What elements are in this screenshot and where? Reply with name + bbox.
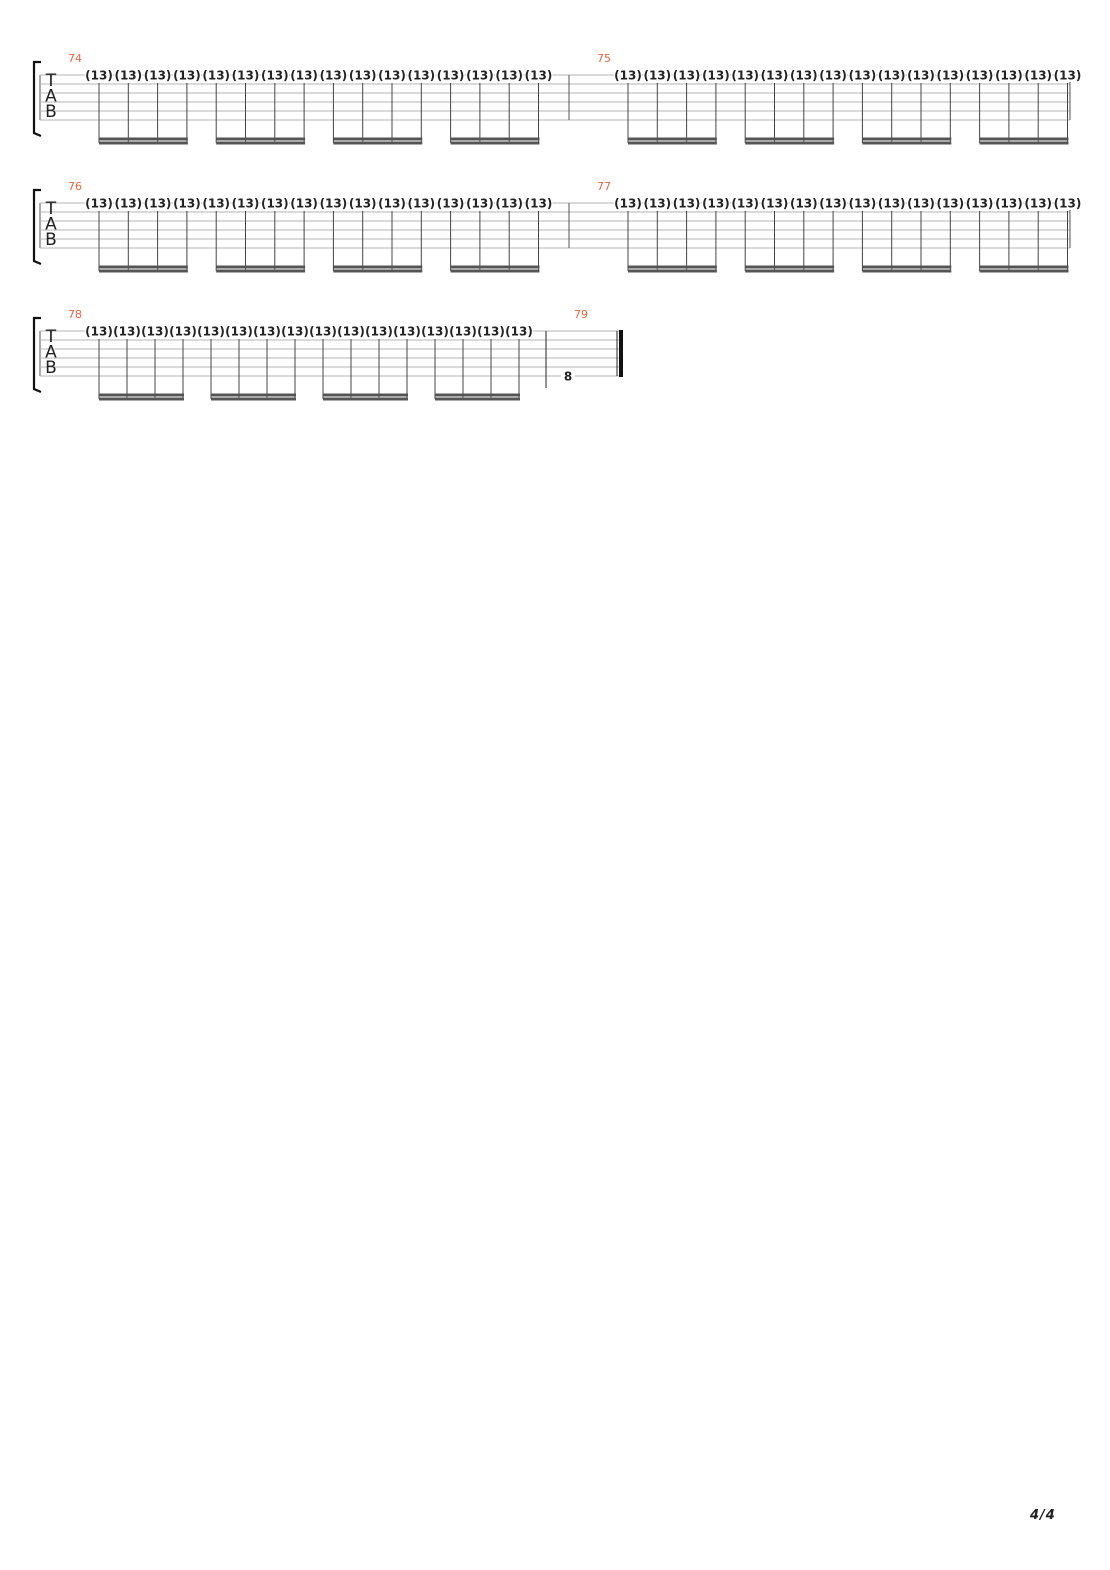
beam-secondary [211,398,296,401]
fret-number: (13) [319,68,348,83]
fret-number: (13) [114,196,143,211]
fret-number: (13) [449,324,477,339]
beam-secondary [628,270,717,273]
fret-number: (13) [965,68,994,83]
beam-primary [980,266,1069,269]
fret-number: (13) [819,196,847,211]
fret-number: (13) [365,324,393,339]
fret-number: (13) [231,68,260,83]
tab-clef-letter: T [45,199,57,219]
fret-number: (13) [113,324,141,339]
beam-secondary [745,142,834,145]
beam-primary [99,394,184,397]
fret-number: (13) [965,196,994,211]
fret-number: (13) [524,196,553,211]
beam-primary [451,266,540,269]
fret-number: (13) [253,324,281,339]
beam-primary [216,266,305,269]
beam-primary [745,138,834,141]
tab-clef-letter: A [45,342,57,363]
fret-number: (13) [393,324,421,339]
fret-number: (13) [173,68,201,83]
fret-number: (13) [141,324,169,339]
fret-number: (13) [614,196,642,211]
fret-number: (13) [197,324,225,339]
beam-primary [628,266,717,269]
beam-primary [980,138,1069,141]
fret-number: (13) [702,196,730,211]
tab-clef-letter: T [45,327,57,347]
bar-number: 74 [68,52,82,65]
fret-number: (13) [848,68,877,83]
fret-number: (13) [421,324,449,339]
beam-secondary [99,142,188,145]
beam-primary [211,394,296,397]
fret-number: (13) [202,68,231,83]
fret-number: (13) [524,68,553,83]
beam-secondary [99,398,184,401]
fret-number: (13) [477,324,505,339]
fret-number: (13) [495,196,524,211]
tab-clef-letter: T [45,71,57,91]
fret-number: (13) [290,68,318,83]
beam-primary [99,138,188,141]
beam-secondary [216,270,305,273]
beam-secondary [216,142,305,145]
beam-primary [451,138,540,141]
fret-number: (13) [936,68,965,83]
fret-number: (13) [143,68,172,83]
bar-number: 78 [68,308,82,321]
fret-number: (13) [731,68,760,83]
fret-number: (13) [936,196,965,211]
beam-primary [628,138,717,141]
tab-clef-letter: B [45,102,57,122]
fret-number: (13) [672,196,701,211]
beam-secondary [628,142,717,145]
fret-number: (13) [1053,196,1082,211]
fret-number: (13) [731,196,760,211]
fret-number: (13) [643,68,672,83]
fret-number: (13) [225,324,253,339]
fret-number: 8 [563,369,573,384]
fret-number: (13) [281,324,309,339]
fret-number: (13) [436,68,465,83]
fret-number: (13) [348,196,377,211]
beam-primary [216,138,305,141]
fret-number: (13) [231,196,260,211]
fret-number: (13) [848,196,877,211]
fret-number: (13) [309,324,337,339]
fret-number: (13) [290,196,318,211]
beam-secondary [435,398,520,401]
beam-secondary [980,270,1069,273]
beam-primary [862,266,951,269]
fret-number: (13) [1024,68,1053,83]
page-number: 4/4 [1030,1508,1056,1523]
bar-number: 79 [574,308,588,321]
fret-number: (13) [495,68,524,83]
fret-number: (13) [202,196,231,211]
beam-primary [745,266,834,269]
fret-number: (13) [114,68,143,83]
fret-number: (13) [260,68,289,83]
fret-number: (13) [85,68,113,83]
fret-number: (13) [643,196,672,211]
fret-number: (13) [1024,196,1053,211]
bar-number: 76 [68,180,82,193]
fret-number: (13) [995,196,1023,211]
fret-number: (13) [407,68,436,83]
tab-clef-letter: B [45,230,57,250]
fret-number: (13) [995,68,1023,83]
beam-secondary [451,270,540,273]
bar-number: 77 [597,180,611,193]
fret-number: (13) [505,324,533,339]
fret-number: (13) [789,196,818,211]
beam-primary [435,394,520,397]
fret-number: (13) [143,196,172,211]
beam-secondary [451,142,540,145]
fret-number: (13) [466,68,494,83]
tab-clef-letter: A [45,214,57,235]
fret-number: (13) [85,196,113,211]
fret-number: (13) [260,196,289,211]
fret-number: (13) [819,68,847,83]
fret-number: (13) [672,68,701,83]
beam-secondary [980,142,1069,145]
fret-number: (13) [436,196,465,211]
fret-number: (13) [760,68,789,83]
fret-number: (13) [789,68,818,83]
fret-number: (13) [760,196,789,211]
fret-number: (13) [348,68,377,83]
fret-number: (13) [466,196,494,211]
beam-secondary [862,270,951,273]
fret-number: (13) [378,196,406,211]
beam-secondary [745,270,834,273]
fret-number: (13) [173,196,201,211]
fret-number: (13) [1053,68,1082,83]
beam-secondary [99,270,188,273]
beam-secondary [862,142,951,145]
tab-clef-letter: A [45,86,57,107]
fret-number: (13) [907,196,935,211]
beam-primary [333,138,422,141]
beam-secondary [323,398,408,401]
fret-number: (13) [169,324,197,339]
bar-number: 75 [597,52,611,65]
tab-clef-letter: B [45,358,57,378]
beam-primary [323,394,408,397]
fret-number: (13) [337,324,365,339]
fret-number: (13) [907,68,935,83]
beam-primary [99,266,188,269]
fret-number: (13) [877,196,906,211]
beam-primary [333,266,422,269]
beam-secondary [333,270,422,273]
fret-number: (13) [378,68,406,83]
fret-number: (13) [85,324,113,339]
beam-secondary [333,142,422,145]
beam-primary [862,138,951,141]
fret-number: (13) [407,196,436,211]
fret-number: (13) [877,68,906,83]
fret-number: (13) [319,196,348,211]
fret-number: (13) [614,68,642,83]
fret-number: (13) [702,68,730,83]
